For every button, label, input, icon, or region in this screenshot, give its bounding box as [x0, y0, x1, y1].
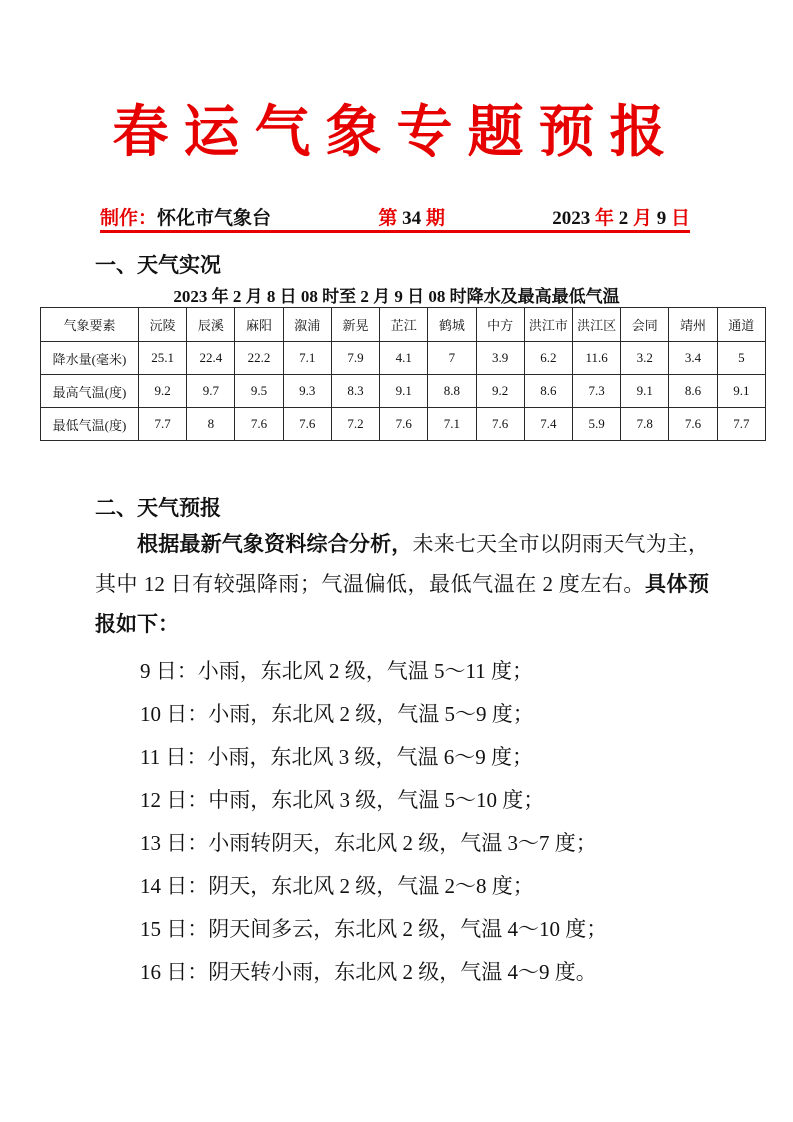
header-cell-station: 靖州	[669, 308, 717, 342]
header-cell-station: 芷江	[380, 308, 428, 342]
table-cell: 9.1	[621, 375, 669, 408]
forecast-summary-paragraph	[95, 524, 709, 644]
header-cell-station: 新晃	[331, 308, 379, 342]
forecast-line: 15 日：阴天间多云，东北风 2 级，气温 4～10 度；	[140, 917, 608, 941]
table-cell: 7	[428, 342, 476, 375]
header-cell-station: 鹤城	[428, 308, 476, 342]
header-cell-station: 会同	[621, 308, 669, 342]
producer-label: 制作：	[100, 208, 158, 229]
table-cell: 9.5	[235, 375, 283, 408]
producer-name: 怀化市气象台	[157, 208, 272, 229]
header-cell-station: 洪江市	[524, 308, 572, 342]
table-cell: 7.7	[717, 408, 765, 441]
table-cell: 7.2	[331, 408, 379, 441]
table-cell: 7.6	[380, 408, 428, 441]
forecast-line: 16 日：阴天转小雨，东北风 2 级，气温 4～9 度。	[140, 960, 597, 984]
table-cell: 22.4	[187, 342, 235, 375]
issue-value: 34	[402, 208, 422, 229]
table-row	[41, 375, 766, 408]
issue-date	[552, 203, 690, 230]
table-cell: 8	[187, 408, 235, 441]
section2-heading: 二、天气预报	[95, 496, 221, 520]
row-label: 最低气温(度)	[41, 408, 139, 441]
header-cell-station: 溆浦	[283, 308, 331, 342]
table-cell: 7.4	[524, 408, 572, 441]
forecast-line: 12 日：中雨，东北风 3 级，气温 5～10 度；	[140, 788, 545, 812]
masthead-row	[100, 203, 690, 230]
table-cell: 9.3	[283, 375, 331, 408]
table-cell: 7.6	[235, 408, 283, 441]
table-cell: 8.8	[428, 375, 476, 408]
summary-bold-tail: 具体预报如下：	[95, 572, 710, 636]
table-cell: 7.6	[283, 408, 331, 441]
table-cell: 5	[717, 342, 765, 375]
table-cell: 7.6	[669, 408, 717, 441]
issue-number	[378, 203, 445, 230]
header-cell-station: 中方	[476, 308, 524, 342]
header-cell-station: 麻阳	[235, 308, 283, 342]
date-day-unit: 日	[670, 208, 690, 229]
producer	[100, 203, 271, 230]
issue-suffix: 期	[421, 208, 445, 229]
table-cell: 9.7	[187, 375, 235, 408]
header-cell-station: 洪江区	[572, 308, 620, 342]
header-cell-station: 沅陵	[139, 308, 187, 342]
weather-observation-table	[40, 307, 766, 441]
table-cell: 22.2	[235, 342, 283, 375]
forecast-line: 13 日：小雨转阴天，东北风 2 级，气温 3～7 度；	[140, 831, 597, 855]
header-cell-element: 气象要素	[41, 308, 139, 342]
table-cell: 9.2	[476, 375, 524, 408]
row-label: 最高气温(度)	[41, 375, 139, 408]
page-title: 春运气象专题预报	[112, 102, 681, 164]
table-cell: 4.1	[380, 342, 428, 375]
forecast-list	[140, 650, 720, 994]
header-cell-station: 通道	[717, 308, 765, 342]
table-cell: 3.4	[669, 342, 717, 375]
date-year: 2023	[552, 208, 595, 229]
section1-heading: 一、天气实况	[95, 253, 221, 277]
date-month: 2	[618, 208, 633, 229]
date-month-unit: 月	[632, 208, 657, 229]
forecast-line: 9 日：小雨，东北风 2 级，气温 5～11 度；	[140, 659, 533, 683]
date-year-unit: 年	[594, 208, 619, 229]
table-cell: 8.3	[331, 375, 379, 408]
table-header-row	[41, 308, 766, 342]
forecast-line: 14 日：阴天，东北风 2 级，气温 2～8 度；	[140, 874, 534, 898]
table-cell: 25.1	[139, 342, 187, 375]
table-cell: 3.2	[621, 342, 669, 375]
table-cell: 7.3	[572, 375, 620, 408]
issue-prefix: 第	[378, 208, 403, 229]
header-cell-station: 辰溪	[187, 308, 235, 342]
table-cell: 6.2	[524, 342, 572, 375]
table-cell: 3.9	[476, 342, 524, 375]
table-cell: 11.6	[572, 342, 620, 375]
table-cell: 7.1	[283, 342, 331, 375]
table-row	[41, 408, 766, 441]
table-cell: 9.1	[380, 375, 428, 408]
table-cell: 8.6	[669, 375, 717, 408]
table-cell: 5.9	[572, 408, 620, 441]
summary-body: 未来七天全市以阴雨天气为主，其中 12 日有较强降雨；气温偏低，最低气温在 2 度左右。	[95, 532, 709, 596]
table-cell: 8.6	[524, 375, 572, 408]
table-cell: 7.1	[428, 408, 476, 441]
summary-bold-lead: 根据最新气象资料综合分析，	[137, 532, 413, 556]
table-cell: 9.2	[139, 375, 187, 408]
table-cell: 7.6	[476, 408, 524, 441]
forecast-line: 10 日：小雨，东北风 2 级，气温 5～9 度；	[140, 702, 534, 726]
red-divider	[100, 230, 690, 233]
table-cell: 9.1	[717, 375, 765, 408]
table-row	[41, 342, 766, 375]
table-title: 2023 年 2 月 8 日 08 时至 2 月 9 日 08 时降水及最高最低气温	[173, 287, 620, 306]
row-label: 降水量(毫米)	[41, 342, 139, 375]
table-cell: 7.7	[139, 408, 187, 441]
table-cell: 7.8	[621, 408, 669, 441]
forecast-line: 11 日：小雨，东北风 3 级，气温 6～9 度；	[140, 745, 533, 769]
table-cell: 7.9	[331, 342, 379, 375]
date-day: 9	[656, 208, 671, 229]
